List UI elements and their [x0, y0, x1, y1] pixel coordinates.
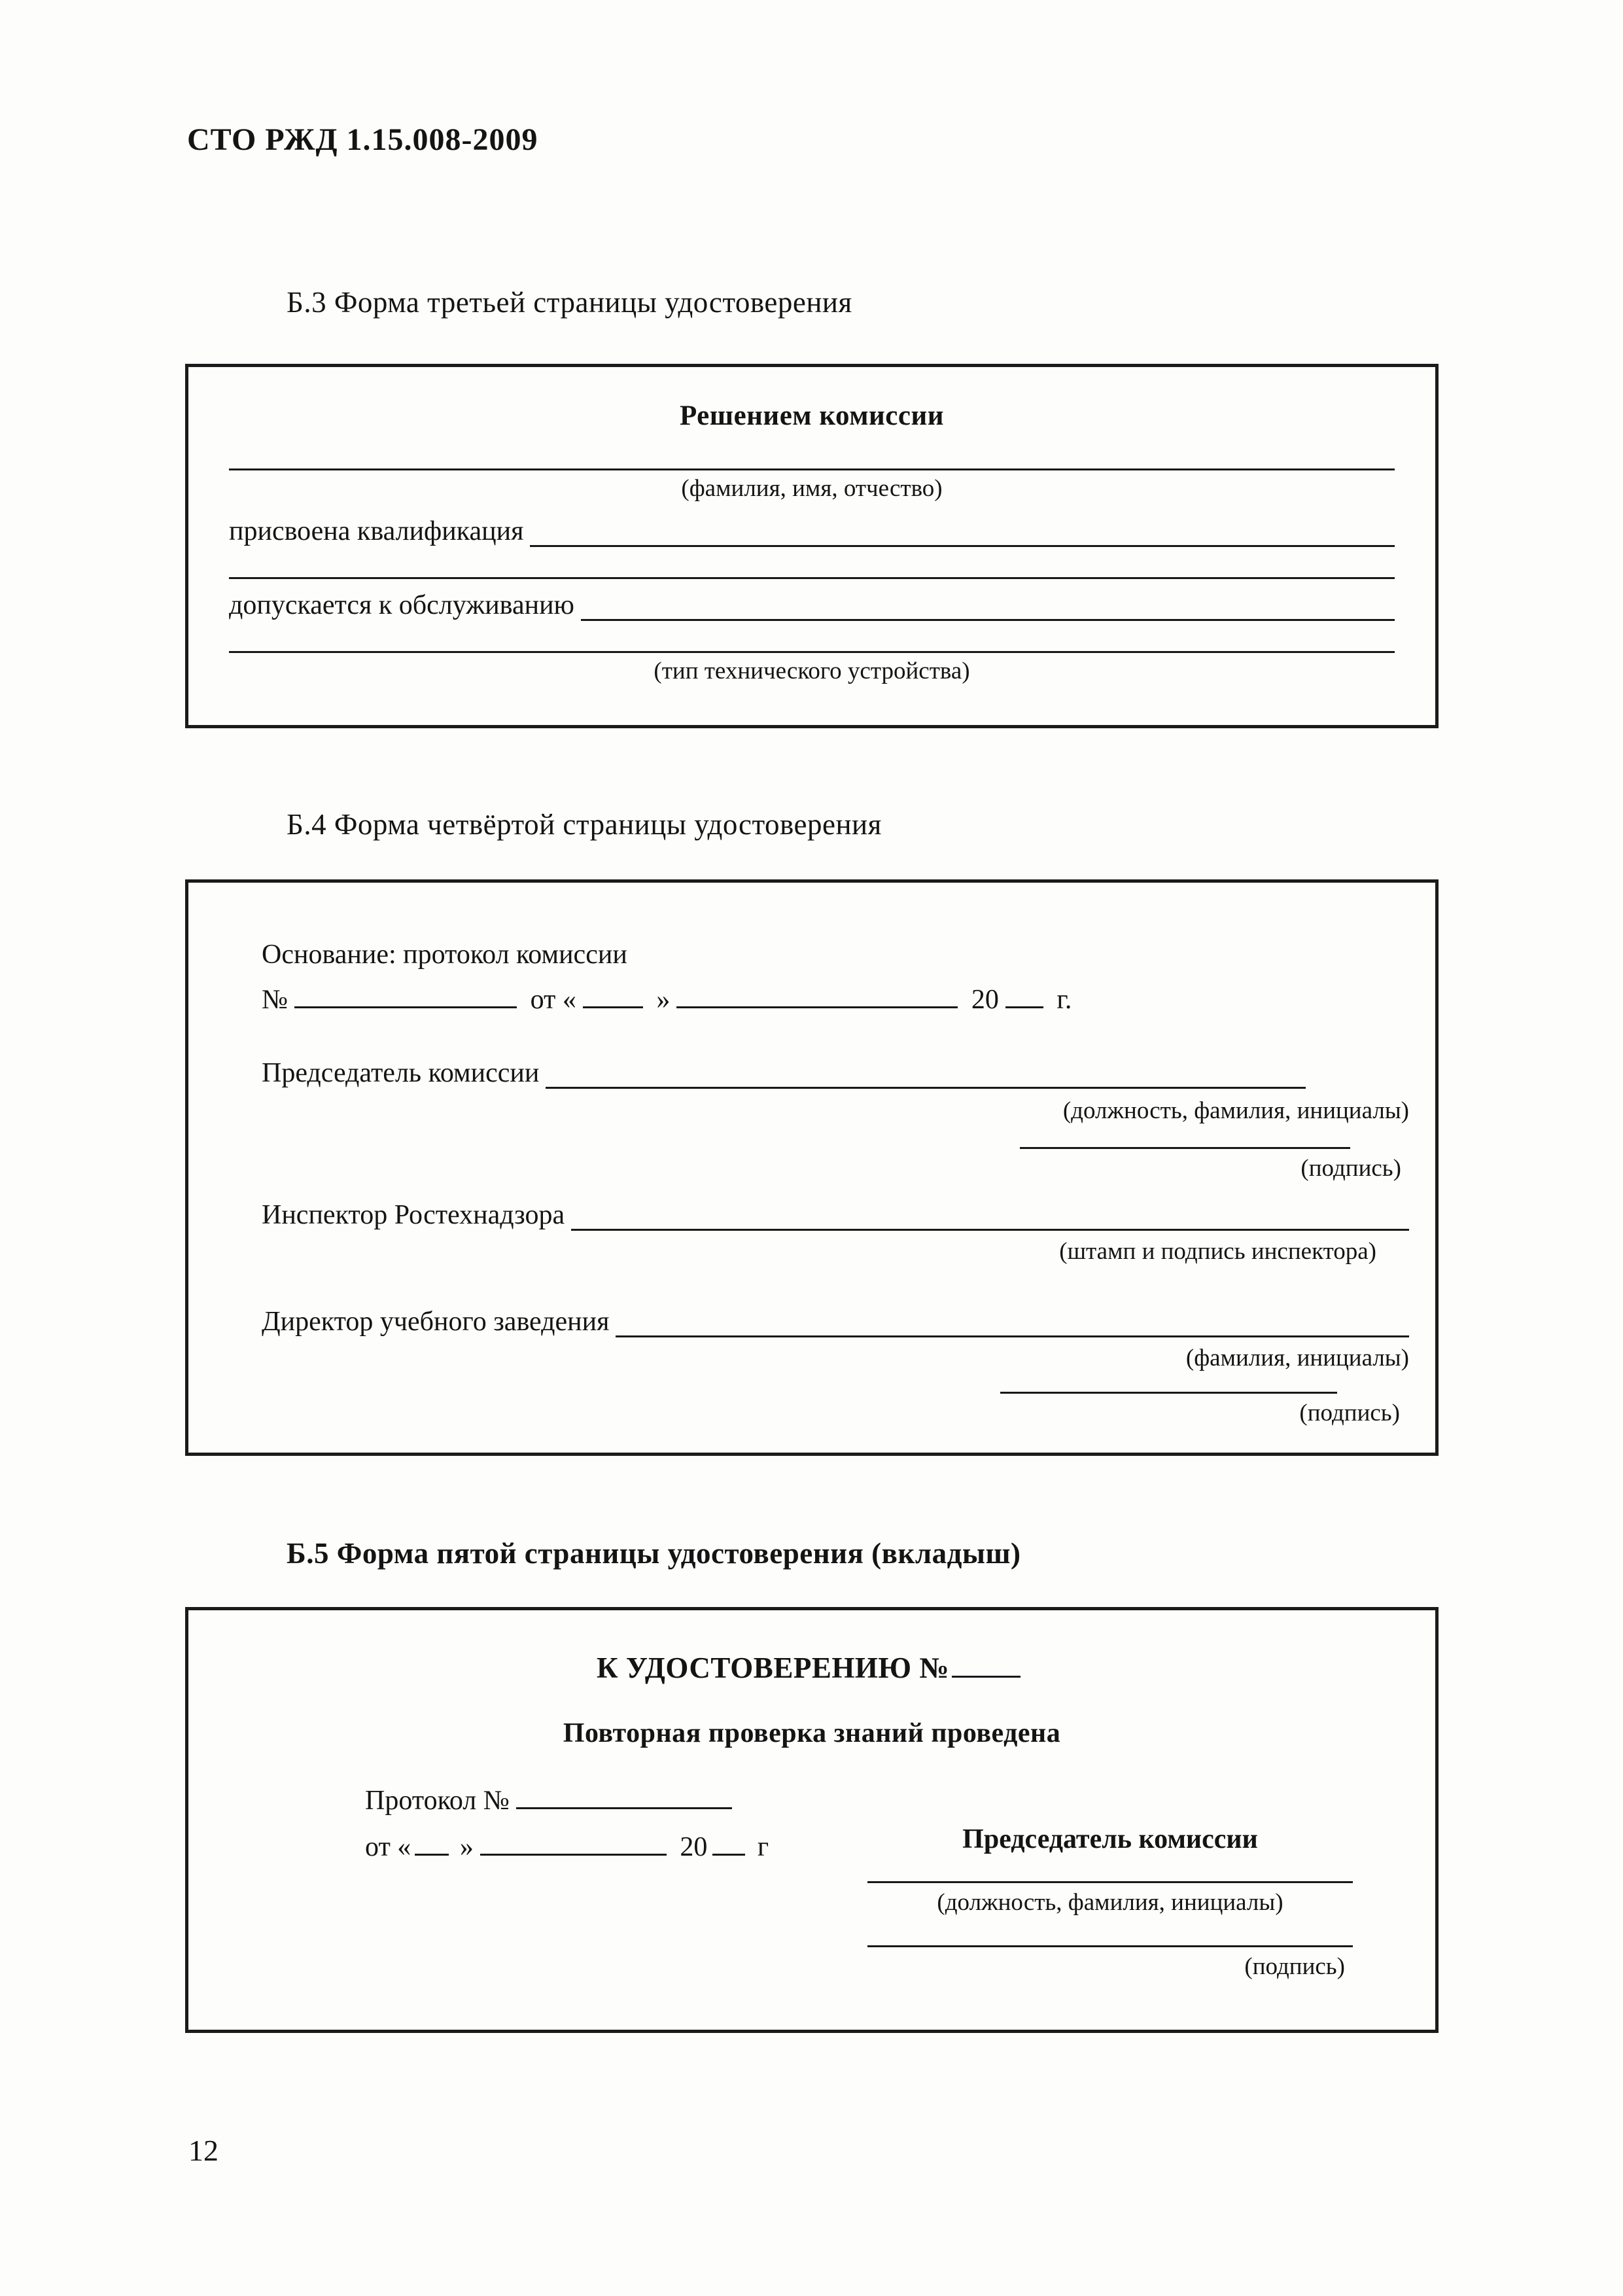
form-b3-title: Решением комиссии: [679, 400, 945, 431]
section-heading-b4: Б.4 Форма четвёртой страницы удостоверения: [287, 808, 882, 841]
blank-line-chairman: [867, 1881, 1353, 1883]
page-number: 12: [188, 2134, 218, 2167]
quote-close: »: [656, 985, 671, 1015]
document-code: СТО РЖД 1.15.008-2009: [187, 122, 538, 157]
blank-line-qualification: [530, 545, 1395, 547]
name-caption: (фамилия, имя, отчество): [681, 475, 943, 502]
blank-line-device: [229, 651, 1395, 653]
blank-line-inspector: [571, 1229, 1409, 1231]
blank-month: [676, 981, 958, 1008]
service-row: [229, 590, 1395, 621]
protocol-number-row: [262, 981, 1409, 1016]
quote-close: »: [459, 1832, 474, 1862]
protocol-column: [365, 1782, 769, 1981]
blank-line-signature-1: [1020, 1147, 1350, 1149]
year-suffix: г.: [1056, 985, 1072, 1015]
device-caption: (тип технического устройства): [654, 658, 970, 684]
form-b5-title-row: [228, 1648, 1396, 1685]
signature-caption-2: (подпись): [1299, 1400, 1400, 1426]
year-suffix: г: [757, 1832, 769, 1862]
blank-line-name: [229, 468, 1395, 470]
inspector-label: Инспектор Ростехнадзора: [262, 1200, 565, 1230]
section-heading-b3: Б.3 Форма третьей страницы удостоверения: [287, 286, 852, 319]
blank-month: [480, 1828, 667, 1856]
number-sign: №: [262, 985, 288, 1015]
section-heading-b5: Б.5 Форма пятой страницы удостоверения (вкладыш): [287, 1537, 1021, 1570]
service-label: допускается к обслуживанию: [229, 590, 574, 620]
chairman-caption: (должность, фамилия, инициалы): [937, 1889, 1283, 1916]
signature-caption: (подпись): [1244, 1953, 1345, 1980]
qualification-row: [229, 516, 1395, 547]
protocol-date-row: [365, 1828, 769, 1863]
form-b3: [185, 364, 1439, 728]
year-prefix: 20: [680, 1832, 708, 1862]
blank-day: [415, 1828, 449, 1856]
chairman-label: Председатель комиссии: [962, 1824, 1258, 1854]
protocol-row: [365, 1782, 769, 1816]
form-b4: [185, 879, 1439, 1456]
date-open: от «: [365, 1832, 411, 1862]
chairman-label: Председатель комиссии: [262, 1058, 540, 1088]
blank-line-director: [616, 1335, 1409, 1337]
inspector-row: [262, 1199, 1409, 1231]
form-b5: [185, 1607, 1439, 2033]
chairman-row: [262, 1057, 1306, 1089]
protocol-label: Протокол №: [365, 1786, 510, 1816]
basis-label: Основание: протокол комиссии: [262, 940, 627, 970]
blank-day: [583, 981, 643, 1008]
chairman-column: [867, 1782, 1353, 1981]
blank-line-continuation: [229, 577, 1395, 579]
year-prefix: 20: [971, 985, 999, 1015]
blank-line-signature-2: [1000, 1392, 1337, 1394]
blank-year: [712, 1828, 745, 1856]
blank-protocol-number: [294, 981, 517, 1008]
inspector-caption: (штамп и подпись инспектора): [1059, 1238, 1376, 1265]
director-label: Директор учебного заведения: [262, 1307, 610, 1337]
form-b5-title: К УДОСТОВЕРЕНИЮ №: [597, 1651, 949, 1684]
director-row: [262, 1306, 1409, 1337]
chairman-caption: (должность, фамилия, инициалы): [1062, 1097, 1409, 1124]
signature-caption-1: (подпись): [1300, 1155, 1401, 1182]
blank-line-service: [581, 619, 1395, 621]
form-b5-subtitle: Повторная проверка знаний проведена: [563, 1718, 1061, 1748]
blank-certificate-number: [952, 1648, 1021, 1678]
blank-protocol-number: [516, 1782, 732, 1809]
date-open: от «: [530, 985, 576, 1015]
director-caption: (фамилия, инициалы): [1185, 1345, 1409, 1371]
blank-line-chairman: [546, 1087, 1306, 1089]
blank-line-signature: [867, 1945, 1353, 1947]
qualification-label: присвоена квалификация: [229, 516, 524, 546]
blank-year: [1005, 981, 1043, 1008]
form-b5-columns: [228, 1782, 1396, 1981]
